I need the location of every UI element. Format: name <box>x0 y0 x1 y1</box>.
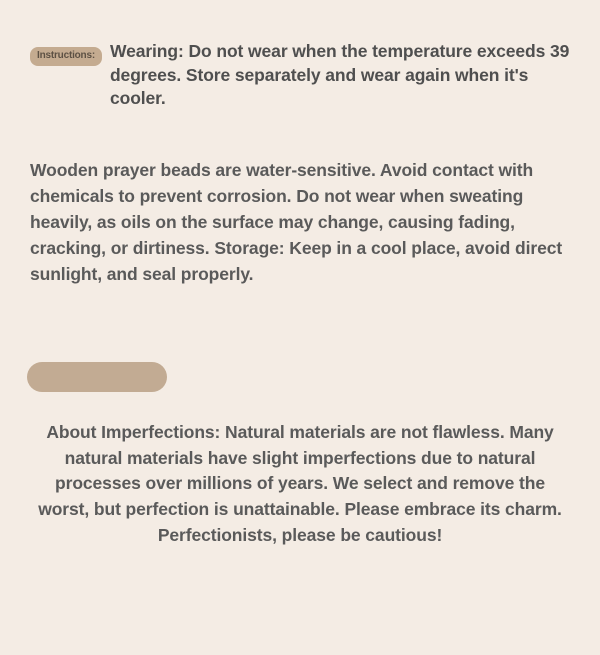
wearing-instructions-text: Wearing: Do not wear when the temperature exceeds 39 degrees. Store separately and wear again when it's cooler. <box>109 41 570 109</box>
care-instructions-text: Wooden prayer beads are water-sensitive. Avoid contact with chemicals to prevent corrosion. Do not wear when sweating heavily, as oils on the surface may change, causing fading, cracking, or dirtiness. Storage: Keep in a cool place, avoid direct sunlight, and seal properly. <box>30 160 563 284</box>
instructions-badge: Instructions: <box>30 47 102 66</box>
section-divider-pill <box>27 362 167 392</box>
instructions-section <box>0 40 600 111</box>
imperfections-notice-text: About Imperfections: Natural materials are not flawless. Many natural materials have slight imperfections due to natural processes over millions of years. We select and remove the worst, but perfection is unattainable. Please embrace its charm. Perfectionists, please be cautious! <box>38 422 562 545</box>
